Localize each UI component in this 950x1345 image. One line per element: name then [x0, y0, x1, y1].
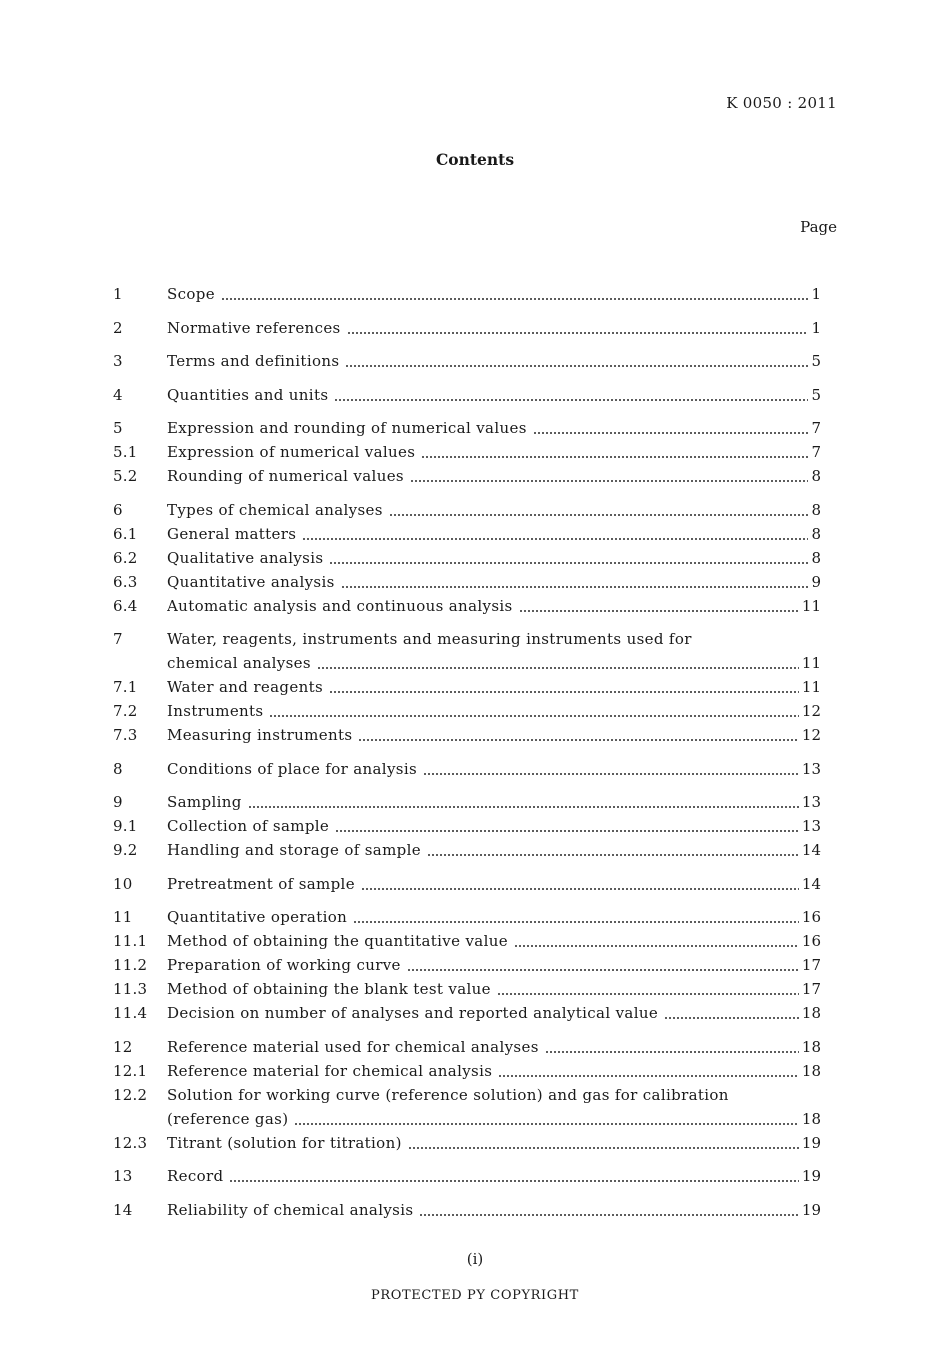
toc-entry-line	[167, 838, 821, 862]
toc-entry-line	[167, 1198, 821, 1222]
toc-entry-line	[167, 977, 821, 1001]
toc-entry-title: Sampling	[167, 793, 242, 811]
toc-entry-line	[167, 464, 821, 488]
toc-entry-page: 18	[801, 1061, 821, 1080]
toc-entry-title: Conditions of place for analysis	[167, 759, 418, 778]
toc-entry-number: 9	[113, 793, 123, 811]
toc-group	[113, 1198, 821, 1222]
toc-entry-line	[167, 282, 821, 306]
toc-entry-page: 16	[801, 908, 821, 926]
toc-entry-line	[167, 723, 821, 747]
toc-entry[interactable]	[113, 838, 821, 862]
toc-entry-content	[167, 282, 821, 306]
toc-entry-content	[167, 383, 821, 407]
toc-entry-content	[167, 977, 821, 1001]
toc-entry-title: Preparation of working curve	[167, 956, 401, 974]
toc-group	[113, 1035, 821, 1155]
toc-entry-title: Method of obtaining the quantitative value	[167, 932, 508, 950]
toc-entry-page: 17	[801, 956, 821, 974]
toc-entry-number: 9.1	[113, 817, 138, 835]
toc-entry-title: Pretreatment of sample	[167, 874, 355, 893]
toc-entry-line	[167, 675, 821, 699]
toc-entry-title: Method of obtaining the blank test value	[167, 980, 491, 998]
toc-entry-line	[167, 651, 821, 675]
toc-group	[113, 498, 821, 618]
dot-leader	[248, 790, 799, 814]
toc-entry-number: 12.2	[113, 1085, 148, 1104]
toc-entry-number: 7.3	[113, 726, 138, 744]
toc-entry-line	[167, 1131, 821, 1155]
toc-entry-content	[167, 1131, 821, 1155]
toc-entry-page: 19	[801, 1167, 821, 1185]
toc-entry-number: 11.2	[113, 956, 148, 974]
toc-entry[interactable]	[113, 977, 821, 1001]
toc-entry-page: 11	[801, 654, 821, 672]
toc-entry-title: Quantities and units	[167, 385, 329, 404]
toc-entry-number: 3	[113, 352, 123, 370]
dot-leader	[389, 498, 809, 522]
toc-entry[interactable]	[113, 1059, 821, 1083]
toc-entry-content	[167, 699, 821, 723]
page-folio: (i)	[466, 1250, 484, 1268]
toc-entry-content	[167, 1083, 821, 1131]
toc-entry-content	[167, 1164, 821, 1188]
toc-entry-title: Collection of sample	[167, 817, 330, 835]
toc-entry-content	[167, 546, 821, 570]
dot-leader	[497, 977, 799, 1001]
toc-entry-content	[167, 790, 821, 814]
toc-entry-page: 19	[801, 1133, 821, 1152]
toc-entry-page: 19	[801, 1200, 821, 1219]
toc-entry-title: Handling and storage of sample	[167, 841, 421, 859]
dot-leader	[519, 594, 799, 618]
toc-entry[interactable]	[113, 464, 821, 488]
toc-entry-line	[167, 790, 821, 814]
page-title: Contents	[435, 150, 515, 169]
toc-entry[interactable]	[113, 416, 821, 440]
toc-group	[113, 1164, 821, 1188]
dot-leader	[229, 1164, 798, 1188]
toc-entry-line	[167, 498, 821, 522]
toc-entry[interactable]	[113, 282, 821, 306]
toc-entry-line	[167, 316, 821, 340]
toc-entry[interactable]	[113, 316, 821, 340]
toc-entry[interactable]	[113, 872, 821, 896]
toc-entry-number: 12	[113, 1037, 133, 1056]
toc-entry[interactable]	[113, 1001, 821, 1025]
dot-leader	[427, 838, 799, 862]
toc-entry-content	[167, 723, 821, 747]
toc-entry-line	[167, 383, 821, 407]
dot-leader	[423, 757, 799, 781]
toc-entry-number: 6.1	[113, 524, 138, 543]
toc-entry-title: Qualitative analysis	[167, 548, 324, 567]
toc-entry-title: Expression and rounding of numerical values	[167, 419, 527, 437]
toc-entry-page: 7	[811, 443, 821, 461]
toc-entry-number: 14	[113, 1200, 133, 1219]
dot-leader	[361, 872, 799, 896]
toc-entry-title: General matters	[167, 524, 297, 543]
toc-entry-line	[167, 594, 821, 618]
dot-leader	[345, 349, 808, 373]
toc-entry-page: 1	[811, 285, 821, 303]
toc-entry-number: 6.4	[113, 596, 138, 615]
toc-entry[interactable]	[113, 570, 821, 594]
toc-entry-number: 6.3	[113, 572, 138, 591]
toc-entry-line	[167, 349, 821, 373]
toc-entry-page: 13	[801, 759, 821, 778]
standard-number: K 0050 : 2011	[726, 94, 837, 112]
toc-entry-line	[167, 440, 821, 464]
toc-entry[interactable]	[113, 349, 821, 373]
toc-entry-title: Scope	[167, 285, 215, 303]
toc-entry-number: 7.1	[113, 678, 138, 696]
toc-entry-content	[167, 1035, 821, 1059]
toc-entry-content	[167, 1059, 821, 1083]
toc-entry-content	[167, 440, 821, 464]
toc-entry-page: 8	[811, 548, 821, 567]
toc-entry-content	[167, 1001, 821, 1025]
toc-entry-number: 5.1	[113, 443, 138, 461]
toc-entry-number: 11.1	[113, 932, 148, 950]
toc-entry-number: 11.3	[113, 980, 148, 998]
toc-entry[interactable]	[113, 675, 821, 699]
toc-entry-title: Types of chemical analyses	[167, 500, 383, 519]
dot-leader	[408, 1131, 799, 1155]
toc-entry[interactable]	[113, 699, 821, 723]
toc-entry-content	[167, 814, 821, 838]
dot-leader	[419, 1198, 799, 1222]
toc-entry-line	[167, 814, 821, 838]
toc-entry-page: 13	[801, 793, 821, 811]
dot-leader	[545, 1035, 799, 1059]
toc-entry-line	[167, 757, 821, 781]
toc-entry[interactable]	[113, 757, 821, 781]
toc-entry-content	[167, 627, 821, 675]
dot-leader	[410, 464, 808, 488]
toc-entry[interactable]	[113, 383, 821, 407]
toc-entry-page: 8	[811, 467, 821, 485]
dot-leader	[353, 905, 799, 929]
dot-leader	[334, 383, 808, 407]
toc-entry-title: Automatic analysis and continuous analysis	[167, 596, 513, 615]
toc-entry-content	[167, 464, 821, 488]
toc-entry-line	[167, 1059, 821, 1083]
toc-entry-number: 11	[113, 908, 133, 926]
toc-entry[interactable]	[113, 1164, 821, 1188]
dot-leader	[664, 1001, 799, 1025]
toc-entry-title: Water and reagents	[167, 678, 324, 696]
toc-entry-page: 7	[811, 419, 821, 437]
toc-entry-line	[167, 872, 821, 896]
toc-entry-page: 14	[801, 874, 821, 893]
toc-entry-line	[167, 699, 821, 723]
dot-leader	[269, 699, 798, 723]
dot-leader	[317, 651, 799, 675]
toc-entry[interactable]	[113, 1083, 821, 1131]
toc-entry-content	[167, 594, 821, 618]
toc-group	[113, 383, 821, 407]
toc-entry-line	[167, 929, 821, 953]
toc-entry-content	[167, 349, 821, 373]
dot-leader	[302, 522, 808, 546]
toc-entry-title: (reference gas)	[167, 1109, 289, 1128]
toc-entry[interactable]	[113, 498, 821, 522]
toc-group	[113, 905, 821, 1025]
toc-entry[interactable]	[113, 814, 821, 838]
toc-entry-line	[167, 1164, 821, 1188]
toc-entry-content	[167, 838, 821, 862]
toc-entry-number: 6.2	[113, 548, 138, 567]
toc-entry-title: Record	[167, 1167, 224, 1185]
toc-entry-line	[167, 1035, 821, 1059]
toc-group	[113, 790, 821, 862]
toc-entry-title: Rounding of numerical values	[167, 467, 404, 485]
dot-leader	[533, 416, 809, 440]
toc-entry-page: 11	[801, 596, 821, 615]
toc-entry-line	[167, 1001, 821, 1025]
toc-entry-page: 5	[811, 352, 821, 370]
dot-leader	[514, 929, 799, 953]
toc-group	[113, 627, 821, 747]
toc-entry-page: 11	[801, 678, 821, 696]
toc-entry-title: Quantitative analysis	[167, 572, 335, 591]
toc-entry-number: 5.2	[113, 467, 138, 485]
toc-entry-title: Measuring instruments	[167, 726, 353, 744]
toc-group	[113, 349, 821, 373]
toc-entry[interactable]	[113, 1198, 821, 1222]
toc-entry-page: 14	[801, 841, 821, 859]
toc-entry[interactable]	[113, 440, 821, 464]
toc-entry-page: 18	[801, 1109, 821, 1128]
toc-entry-number: 6	[113, 500, 123, 519]
toc-entry-content	[167, 416, 821, 440]
dot-leader	[221, 282, 809, 306]
toc-entry-page: 8	[811, 500, 821, 519]
toc-entry[interactable]	[113, 627, 821, 675]
toc-entry-title: Reference material for chemical analysis	[167, 1061, 493, 1080]
toc-entry-content	[167, 929, 821, 953]
toc-group	[113, 757, 821, 781]
toc-entry-page: 12	[801, 726, 821, 744]
toc-group	[113, 282, 821, 306]
page-column-label: Page	[800, 218, 837, 236]
toc-entry-content	[167, 757, 821, 781]
toc-entry-line	[167, 546, 821, 570]
toc-entry-page: 16	[801, 932, 821, 950]
toc-entry-title: Normative references	[167, 318, 341, 337]
toc-entry-line	[167, 570, 821, 594]
toc-entry-page: 18	[801, 1037, 821, 1056]
toc-entry-number: 12.1	[113, 1061, 148, 1080]
toc-entry-content	[167, 905, 821, 929]
toc-entry-number: 8	[113, 759, 123, 778]
toc-entry-page: 1	[811, 318, 821, 337]
toc-entry-number: 4	[113, 385, 123, 404]
toc-entry-line	[167, 1107, 821, 1131]
toc-entry-content	[167, 498, 821, 522]
toc-entry-title: Titrant (solution for titration)	[167, 1133, 402, 1152]
toc-entry-page: 8	[811, 524, 821, 543]
toc-entry-title-line1: Solution for working curve (reference solution) and gas for calibration	[167, 1085, 729, 1104]
toc-entry[interactable]	[113, 1035, 821, 1059]
toc-entry-title: Instruments	[167, 702, 264, 720]
toc-entry-line	[167, 522, 821, 546]
toc-entry-content	[167, 953, 821, 977]
dot-leader	[347, 316, 809, 340]
toc-entry-line	[167, 905, 821, 929]
toc-entry[interactable]	[113, 594, 821, 618]
dot-leader	[329, 546, 808, 570]
toc-entry[interactable]	[113, 929, 821, 953]
dot-leader	[329, 675, 799, 699]
toc-entry-number: 12.3	[113, 1133, 148, 1152]
toc-entry[interactable]	[113, 723, 821, 747]
toc-entry-number: 2	[113, 318, 123, 337]
toc-entry-title: Decision on number of analyses and reported analytical value	[167, 1004, 659, 1022]
toc-entry-title: Terms and definitions	[167, 352, 340, 370]
toc-entry[interactable]	[113, 953, 821, 977]
dot-leader	[358, 723, 799, 747]
dot-leader	[341, 570, 809, 594]
toc-entry-page: 12	[801, 702, 821, 720]
dot-leader	[335, 814, 799, 838]
toc-entry-page: 9	[811, 572, 821, 591]
toc-entry-number: 13	[113, 1167, 133, 1185]
toc-entry-content	[167, 872, 821, 896]
toc-entry-title: chemical analyses	[167, 654, 311, 672]
toc-entry-title: Reference material used for chemical analyses	[167, 1037, 539, 1056]
toc-entry-number: 5	[113, 419, 123, 437]
toc-entry-number: 11.4	[113, 1004, 148, 1022]
toc-entry-content	[167, 1198, 821, 1222]
toc-group	[113, 416, 821, 488]
toc-entry-title: Expression of numerical values	[167, 443, 416, 461]
toc-entry[interactable]	[113, 546, 821, 570]
toc-entry-number: 10	[113, 874, 133, 893]
copyright-notice: PROTECTED PY COPYRIGHT	[371, 1288, 579, 1303]
toc-entry-content	[167, 675, 821, 699]
toc-entry-line	[167, 953, 821, 977]
toc-entry[interactable]	[113, 790, 821, 814]
toc-entry-page: 18	[801, 1004, 821, 1022]
dot-leader	[294, 1107, 798, 1131]
toc-entry-title: Reliability of chemical analysis	[167, 1200, 414, 1219]
toc-entry[interactable]	[113, 522, 821, 546]
toc-entry[interactable]	[113, 905, 821, 929]
dot-leader	[421, 440, 808, 464]
toc-entry-title: Quantitative operation	[167, 908, 348, 926]
toc-entry-title-line1: Water, reagents, instruments and measuring instruments used for	[167, 630, 692, 648]
toc-entry-number: 9.2	[113, 841, 138, 859]
table-of-contents	[113, 282, 821, 1231]
toc-entry-page: 5	[811, 385, 821, 404]
toc-entry-content	[167, 522, 821, 546]
toc-entry-content	[167, 316, 821, 340]
toc-entry-page: 13	[801, 817, 821, 835]
dot-leader	[498, 1059, 799, 1083]
toc-group	[113, 872, 821, 896]
toc-entry-line	[167, 416, 821, 440]
toc-entry-number: 1	[113, 285, 123, 303]
toc-entry-content	[167, 570, 821, 594]
toc-entry[interactable]	[113, 1131, 821, 1155]
dot-leader	[407, 953, 799, 977]
toc-entry-page: 17	[801, 980, 821, 998]
toc-entry-number: 7	[113, 630, 123, 648]
toc-entry-number: 7.2	[113, 702, 138, 720]
toc-group	[113, 316, 821, 340]
